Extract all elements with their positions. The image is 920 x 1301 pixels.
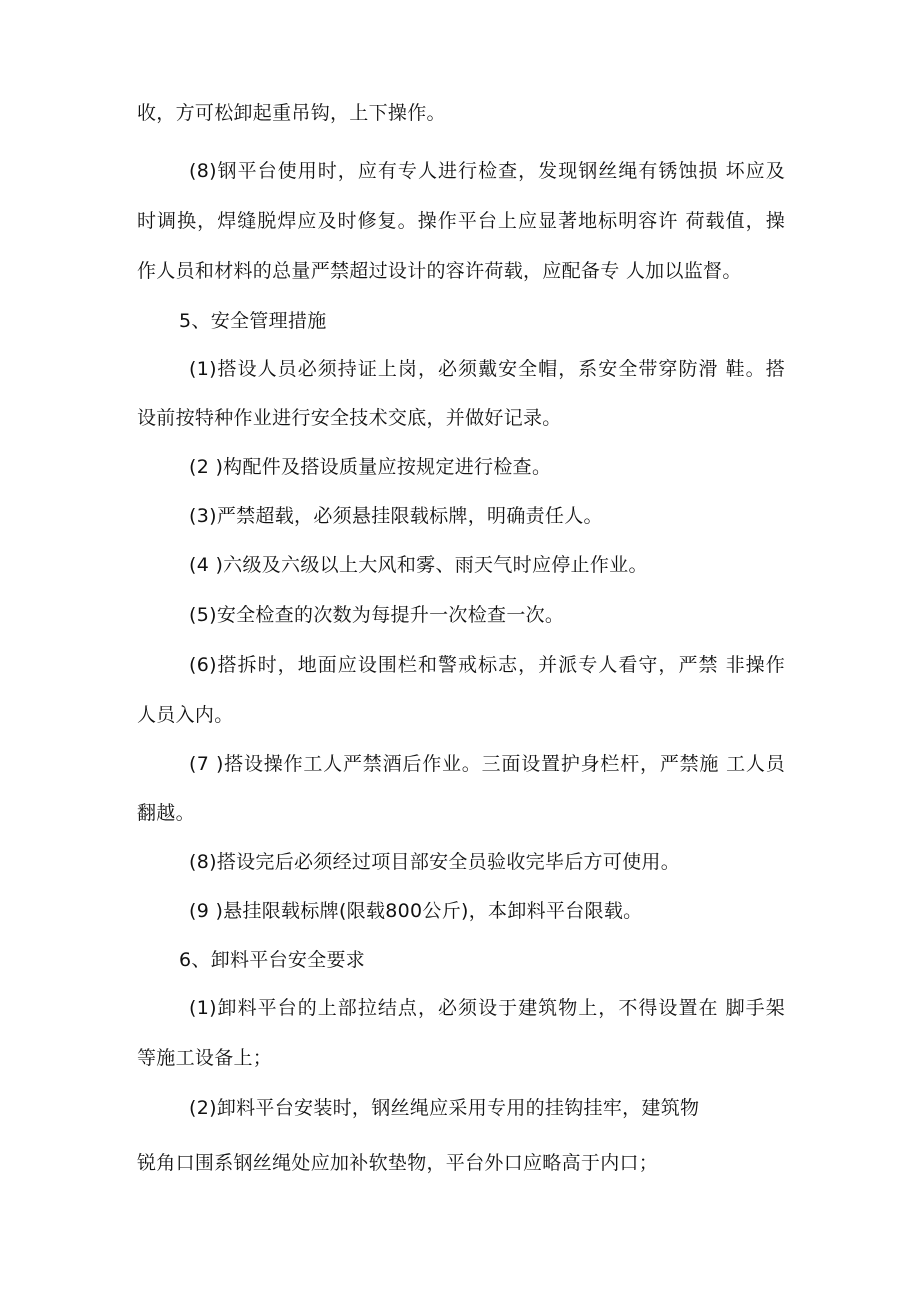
text-line: 等施工设备上； <box>137 1047 273 1069</box>
text-line: 作人员和材料的总量严禁超过设计的容许荷载，应配备专 人加以监督。 <box>137 260 742 282</box>
text-line: (4 )六级及六级以上大风和雾、雨天气时应停止作业。 <box>189 554 648 576</box>
section-heading: 6、卸料平台安全要求 <box>179 949 366 971</box>
text-line: (1)卸料平台的上部拉结点，必须设于建筑物上，不得设置在 脚手架 <box>189 997 785 1019</box>
text-line: (6)搭拆时，地面应设围栏和警戒标志，并派专人看守，严禁 非操作 <box>189 654 785 676</box>
text-line: 收，方可松卸起重吊钩，上下操作。 <box>137 102 446 124</box>
section-heading: 5、安全管理措施 <box>179 310 327 332</box>
text-line: (2 )构配件及搭设质量应按规定进行检查。 <box>189 456 552 478</box>
text-line: 翻越。 <box>137 802 195 824</box>
text-line: (7 )搭设操作工人严禁酒后作业。三面设置护身栏杆，严禁施 工人员 <box>189 753 785 775</box>
text-line: (2)卸料平台安装时，钢丝绳应采用专用的挂钩挂牢，建筑物 <box>189 1097 700 1119</box>
text-line: (1)搭设人员必须持证上岗，必须戴安全帽，系安全带穿防滑 鞋。搭 <box>189 358 785 380</box>
text-line: 设前按特种作业进行安全技术交底，并做好记录。 <box>137 407 562 429</box>
text-line: (9 )悬挂限载标牌(限载800公斤)，本卸料平台限载。 <box>189 900 643 922</box>
text-line: 时调换，焊缝脱焊应及时修复。操作平台上应显著地标明容许 荷载值，操 <box>137 210 785 232</box>
text-line: (8)钢平台使用时，应有专人进行检查，发现钢丝绳有锈蚀损 坏应及 <box>189 160 785 182</box>
text-line: 锐角口围系钢丝绳处应加补软垫物，平台外口应略高于内口； <box>137 1152 659 1174</box>
text-line: (5)安全检查的次数为每提升一次检查一次。 <box>189 604 565 626</box>
text-line: (8)搭设完后必须经过项目部安全员验收完毕后方可使用。 <box>189 851 681 873</box>
text-line: (3)严禁超载，必须悬挂限载标牌，明确责任人。 <box>189 505 603 527</box>
text-line: 人员入内。 <box>137 704 234 726</box>
